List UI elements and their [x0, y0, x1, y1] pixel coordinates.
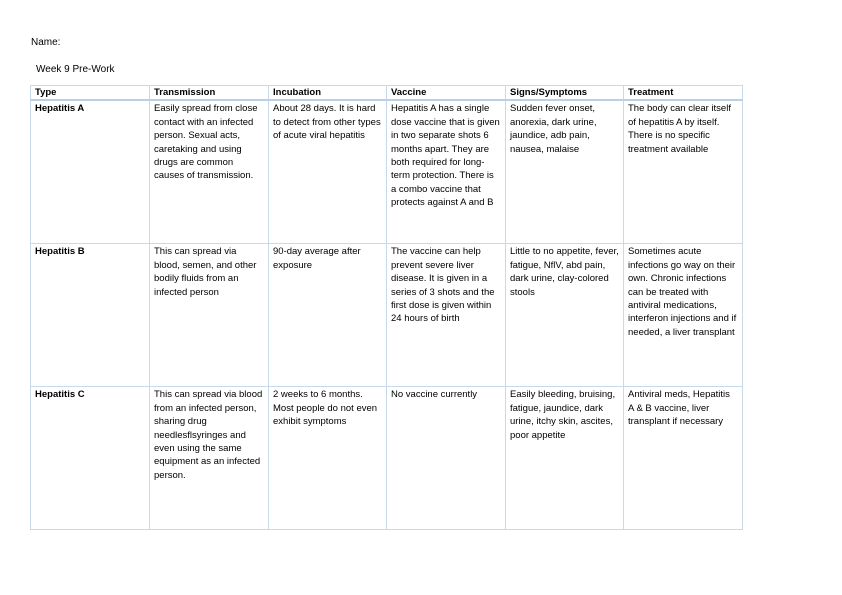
cell-symptoms: Easily bleeding, bruising, fatigue, jaundice, dark urine, itchy skin, ascites, poor appetite: [506, 387, 624, 530]
page-subtitle: Week 9 Pre-Work: [36, 64, 115, 75]
cell-transmission: This can spread via blood from an infected person, sharing drug needlesflsyringes and even using the same equipment as an infected person.: [150, 387, 269, 530]
cell-incubation: 2 weeks to 6 months. Most people do not even exhibit symptoms: [269, 387, 387, 530]
cell-symptoms: Little to no appetite, fever, fatigue, NflV, abd pain, dark urine, clay-colored stools: [506, 244, 624, 387]
cell-vaccine: Hepatitis A has a single dose vaccine that is given in two separate shots 6 months apart. They are both required for long-term protection. There is a combo vaccine that protects against A and B: [387, 100, 506, 244]
column-header-type: Type: [31, 86, 150, 101]
table-row-hepatitis-b: [31, 244, 743, 387]
cell-type: Hepatitis A: [31, 100, 150, 244]
table-header-row: [31, 86, 743, 101]
cell-type: Hepatitis C: [31, 387, 150, 530]
cell-vaccine: No vaccine currently: [387, 387, 506, 530]
cell-type: Hepatitis B: [31, 244, 150, 387]
column-header-incubation: Incubation: [269, 86, 387, 101]
column-header-vaccine: Vaccine: [387, 86, 506, 101]
column-header-symptoms: Signs/Symptoms: [506, 86, 624, 101]
cell-symptoms: Sudden fever onset, anorexia, dark urine, jaundice, adb pain, nausea, malaise: [506, 100, 624, 244]
table-row-hepatitis-a: [31, 100, 743, 244]
cell-transmission: Easily spread from close contact with an infected person. Sexual acts, caretaking and using drugs are common causes of transmission.: [150, 100, 269, 244]
column-header-treatment: Treatment: [624, 86, 743, 101]
cell-treatment: Sometimes acute infections go way on their own. Chronic infections can be treated with antiviral medications, interferon injections and if needed, a liver transplant: [624, 244, 743, 387]
cell-vaccine: The vaccine can help prevent severe liver disease. It is given in a series of 3 shots and the first dose is given within 24 hours of birth: [387, 244, 506, 387]
table-row-hepatitis-c: [31, 387, 743, 530]
cell-treatment: The body can clear itself of hepatitis A by itself. There is no specific treatment available: [624, 100, 743, 244]
cell-incubation: 90-day average after exposure: [269, 244, 387, 387]
hepatitis-table: [30, 85, 743, 530]
cell-incubation: About 28 days. It is hard to detect from other types of acute viral hepatitis: [269, 100, 387, 244]
name-label: Name:: [31, 37, 61, 48]
cell-treatment: Antiviral meds, Hepatitis A & B vaccine, liver transplant if necessary: [624, 387, 743, 530]
cell-transmission: This can spread via blood, semen, and other bodily fluids from an infected person: [150, 244, 269, 387]
column-header-transmission: Transmission: [150, 86, 269, 101]
